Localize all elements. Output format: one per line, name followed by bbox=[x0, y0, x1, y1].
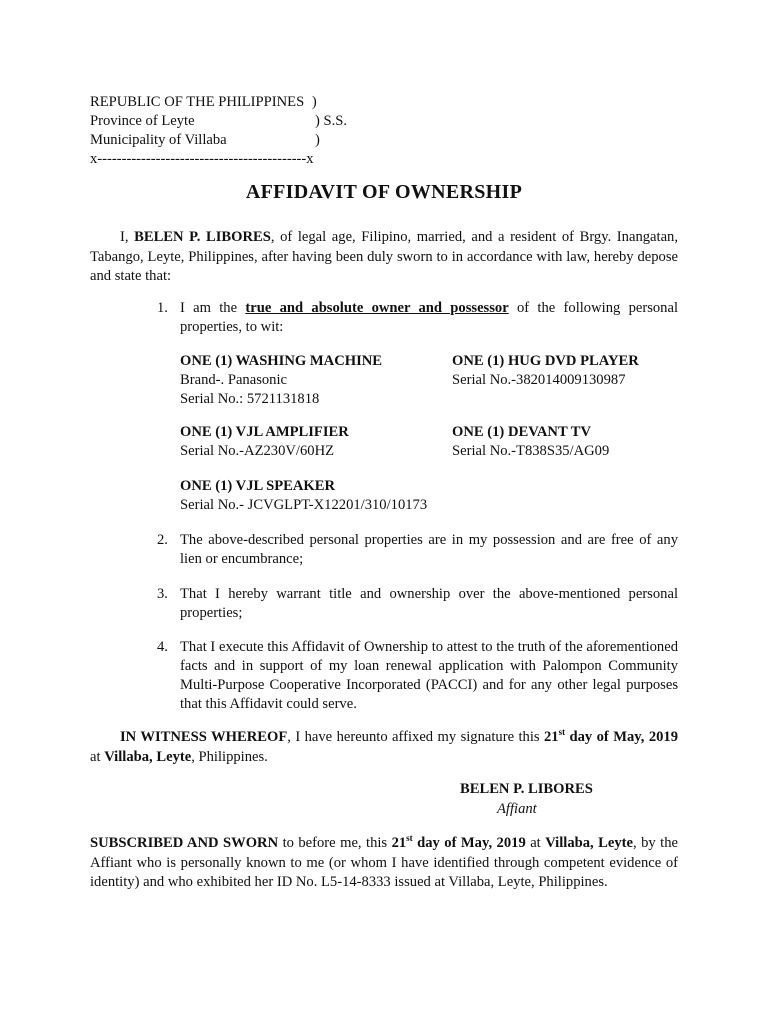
list-item-4 bbox=[157, 638, 678, 714]
venue-municipality: Municipality of Villaba bbox=[90, 132, 227, 148]
property-detail: Serial No.-382014009130987 bbox=[452, 372, 626, 388]
jurat-place: Villaba, Leyte bbox=[545, 835, 634, 851]
venue-republic: REPUBLIC OF THE PHILIPPINES bbox=[90, 94, 305, 110]
venue-ss: ) S.S. bbox=[315, 113, 348, 129]
list-item-3 bbox=[157, 585, 678, 623]
witness-at: at bbox=[90, 748, 105, 765]
property-dvd-player bbox=[452, 352, 639, 390]
venue-paren: ) bbox=[311, 94, 317, 110]
property-name: ONE (1) DEVANT TV bbox=[452, 424, 592, 440]
witness-lead: IN WITNESS WHEREOF bbox=[120, 729, 288, 745]
signatory-name: BELEN P. LIBORES bbox=[460, 781, 593, 797]
list-item-2 bbox=[157, 531, 678, 569]
jurat-date: day of May, 2019 bbox=[412, 835, 526, 851]
jurat-day: 21 bbox=[391, 835, 407, 851]
property-detail: Brand-. Panasonic bbox=[180, 372, 287, 388]
signature-block bbox=[460, 780, 593, 819]
list-item-number: 3. bbox=[157, 586, 168, 602]
property-speaker bbox=[180, 477, 427, 515]
property-name: ONE (1) HUG DVD PLAYER bbox=[452, 353, 639, 369]
venue-paren: ) bbox=[315, 132, 320, 148]
venue-province: Province of Leyte bbox=[90, 113, 195, 129]
witness-place: Villaba, Leyte bbox=[104, 748, 192, 765]
property-detail: Serial No.- JCVGLPT-X12201/310/10173 bbox=[180, 497, 428, 513]
jurat-end: , by the Affiant who is personally known to me (or whom I have identified through competent evidence of identity) and who exhibited her ID No. L5-14-8333 issued at Villaba, Leyte, Philippines. bbox=[90, 835, 678, 890]
intro-paragraph bbox=[90, 228, 678, 287]
property-detail: Serial No.: 5721131818 bbox=[180, 391, 320, 407]
jurat-paragraph bbox=[90, 834, 678, 893]
venue-line-3 bbox=[90, 131, 320, 150]
signatory-role: Affiant bbox=[497, 800, 537, 817]
property-detail: Serial No.-T838S35/AG09 bbox=[452, 443, 610, 459]
witness-day: 21 bbox=[544, 729, 559, 745]
property-washing-machine bbox=[180, 352, 382, 409]
property-name: ONE (1) VJL AMPLIFIER bbox=[180, 424, 349, 440]
venue-line-2 bbox=[90, 112, 347, 131]
intro-pre: I, bbox=[120, 229, 135, 245]
intro-post: , of legal age, Filipino, married, and a resident of Brgy. Inangatan, Tabango, Leyte, Philippines, after having been duly sworn to in accordance with law, hereby depose and state that: bbox=[90, 229, 678, 284]
list-item-text: The above-described personal properties are in my possession and are free of any lien or encumbrance; bbox=[180, 532, 678, 567]
item-1-emphasis: true and absolute owner and possessor bbox=[245, 300, 509, 316]
jurat-text: to before me, this bbox=[278, 835, 392, 851]
list-item-text: That I execute this Affidavit of Ownership to attest to the truth of the aforementioned facts and in support of my loan renewal application with Palompon Community Multi-Purpose Cooperative Incorporated (PACCI) and for any other legal purposes that this Affidavit could serve. bbox=[180, 639, 678, 712]
jurat-lead: SUBSCRIBED AND SWORN bbox=[90, 835, 279, 851]
affiant-name: BELEN P. LIBORES bbox=[134, 229, 271, 245]
item-1-post: of the following personal properties, to wit: bbox=[180, 300, 679, 335]
list-item-number: 2. bbox=[157, 532, 168, 548]
document-title: AFFIDAVIT OF OWNERSHIP bbox=[245, 181, 523, 203]
jurat-day-suffix: st bbox=[406, 833, 413, 844]
property-amplifier bbox=[180, 423, 349, 461]
venue-line-1 bbox=[90, 93, 317, 112]
item-1-pre: I am the bbox=[180, 300, 246, 316]
property-name: ONE (1) WASHING MACHINE bbox=[180, 353, 383, 369]
witness-text: , I have hereunto affixed my signature this bbox=[287, 729, 544, 745]
list-item-text: That I hereby warrant title and ownership over the above-mentioned personal properties; bbox=[180, 586, 678, 621]
list-item-number: 1. bbox=[157, 300, 168, 316]
property-detail: Serial No.-AZ230V/60HZ bbox=[180, 443, 335, 459]
venue-divider: x-------------------------------------------x bbox=[90, 151, 314, 167]
witness-end: , Philippines. bbox=[191, 748, 268, 765]
witness-day-suffix: st bbox=[558, 727, 566, 738]
property-tv bbox=[452, 423, 609, 461]
jurat-at: at bbox=[525, 835, 546, 851]
list-item-1 bbox=[157, 299, 678, 337]
witness-date: day of May, 2019 bbox=[565, 729, 679, 745]
witness-paragraph bbox=[90, 728, 678, 767]
property-name: ONE (1) VJL SPEAKER bbox=[180, 478, 336, 494]
list-item-number: 4. bbox=[157, 639, 168, 655]
